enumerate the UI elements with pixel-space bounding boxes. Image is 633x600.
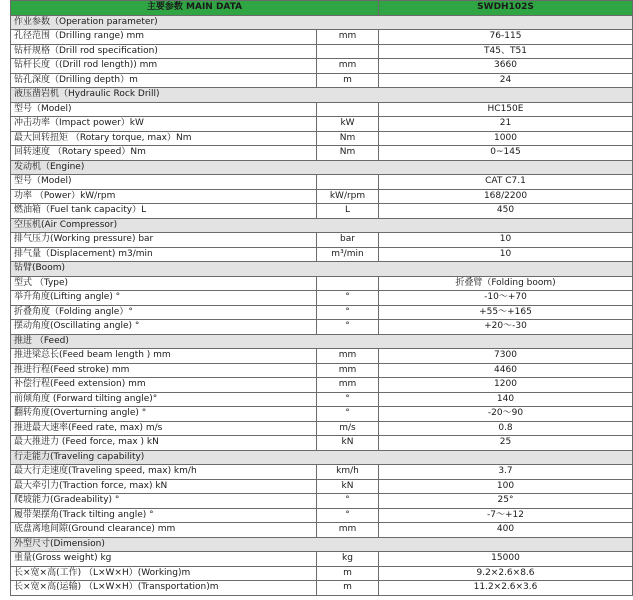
spec-row [11,204,633,219]
header-row [11,1,633,16]
unit-cell: ° [317,320,379,335]
unit-cell: kW/rpm [317,189,379,204]
param-label: 钻杆规格（Drill rod specification) [11,44,317,59]
spec-row [11,494,633,509]
spec-row [11,363,633,378]
section-title: 行走能力(Traveling capability) [11,450,633,465]
spec-row [11,523,633,538]
unit-cell: mm [317,59,379,74]
value-cell: -20～90 [379,407,633,422]
param-label: 前倾角度 (Forward tilting angle)° [11,392,317,407]
unit-cell [317,276,379,291]
spec-row [11,131,633,146]
spec-row [11,305,633,320]
value-cell: +55～+165 [379,305,633,320]
value-cell: 3.7 [379,465,633,480]
spec-row [11,276,633,291]
section-row [11,450,633,465]
spec-row [11,479,633,494]
param-label: 型号（Model) [11,102,317,117]
unit-cell: mm [317,363,379,378]
unit-cell: Nm [317,146,379,161]
unit-cell: kW [317,117,379,132]
value-cell: 76-115 [379,30,633,45]
spec-row [11,320,633,335]
section-title: 空压机(Air Compressor) [11,218,633,233]
value-cell: 100 [379,479,633,494]
unit-cell: kN [317,436,379,451]
value-cell: 10 [379,247,633,262]
value-cell: -10～+70 [379,291,633,306]
spec-row [11,508,633,523]
unit-cell: m/s [317,421,379,436]
value-cell: 25° [379,494,633,509]
value-cell: 168/2200 [379,189,633,204]
param-label: 举升角度(Lifting angle) ° [11,291,317,306]
param-label: 孔径范围（Drilling range) mm [11,30,317,45]
section-row [11,218,633,233]
unit-cell: mm [317,30,379,45]
section-row [11,262,633,277]
param-label: 摆动角度(Oscillating angle) ° [11,320,317,335]
unit-cell: kN [317,479,379,494]
param-label: 推进梁总长(Feed beam length ) mm [11,349,317,364]
value-cell: 0~145 [379,146,633,161]
value-cell: 1000 [379,131,633,146]
unit-cell: ° [317,291,379,306]
param-label: 最大推进力 (Feed force, max ) kN [11,436,317,451]
section-title: 液压凿岩机（Hydraulic Rock Drill) [11,88,633,103]
section-row [11,537,633,552]
param-label: 长×宽×高(工作) （L×W×H）(Working)m [11,566,317,581]
spec-row [11,378,633,393]
param-label: 功率 （Power）kW/rpm [11,189,317,204]
unit-cell: mm [317,523,379,538]
unit-cell: Nm [317,131,379,146]
spec-row [11,349,633,364]
spec-table [10,0,633,596]
param-label: 冲击功率（Impact power）kW [11,117,317,132]
section-title: 钻臂(Boom) [11,262,633,277]
spec-row [11,247,633,262]
section-row [11,334,633,349]
spec-body [11,15,633,595]
spec-row [11,175,633,190]
param-label: 钻杆长度（(Drill rod length)) mm [11,59,317,74]
param-label: 型式 （Type) [11,276,317,291]
unit-cell: ° [317,508,379,523]
param-label: 长×宽×高(运输) （L×W×H）(Transportation)m [11,581,317,596]
spec-row [11,117,633,132]
unit-cell: ° [317,407,379,422]
value-cell: 400 [379,523,633,538]
unit-cell: m [317,566,379,581]
param-label: 钻孔深度（Drilling depth）m [11,73,317,88]
unit-cell: km/h [317,465,379,480]
value-cell: +20～-30 [379,320,633,335]
unit-cell: m [317,581,379,596]
value-cell: T45、T51 [379,44,633,59]
unit-cell [317,102,379,117]
param-label: 推进行程(Feed stroke) mm [11,363,317,378]
param-label: 最大回转扭矩 （Rotary torque, max）Nm [11,131,317,146]
unit-cell: L [317,204,379,219]
unit-cell: mm [317,349,379,364]
value-cell: 10 [379,233,633,248]
spec-row [11,189,633,204]
spec-row [11,30,633,45]
value-cell: 24 [379,73,633,88]
value-cell: 4460 [379,363,633,378]
section-title: 推进 （Feed) [11,334,633,349]
section-row [11,160,633,175]
value-cell: 25 [379,436,633,451]
value-cell: 450 [379,204,633,219]
spec-row [11,146,633,161]
value-cell: 折叠臂（Folding boom) [379,276,633,291]
value-cell: CAT C7.1 [379,175,633,190]
value-cell: 140 [379,392,633,407]
value-cell: 9.2×2.6×8.6 [379,566,633,581]
param-label: 排气压力(Working pressure) bar [11,233,317,248]
value-cell: 1200 [379,378,633,393]
section-row [11,88,633,103]
param-label: 燃油箱（Fuel tank capacity）L [11,204,317,219]
unit-cell: ° [317,305,379,320]
section-row [11,15,633,30]
param-label: 爬坡能力(Gradeability) ° [11,494,317,509]
section-title: 外型尺寸(Dimension) [11,537,633,552]
value-cell: 21 [379,117,633,132]
unit-cell [317,44,379,59]
spec-row [11,392,633,407]
spec-row [11,566,633,581]
spec-row [11,102,633,117]
param-label: 型号（Model) [11,175,317,190]
spec-row [11,233,633,248]
model-header: SWDH102S [379,1,633,16]
value-cell: HC150E [379,102,633,117]
unit-cell: m³/min [317,247,379,262]
param-label: 回转速度 （Rotary speed）Nm [11,146,317,161]
value-cell: 15000 [379,552,633,567]
param-label: 补偿行程(Feed extension) mm [11,378,317,393]
section-title: 作业参数（Operation parameter) [11,15,633,30]
spec-row [11,407,633,422]
param-label: 重量(Gross weight) kg [11,552,317,567]
param-label: 翻转角度(Overturning angle) ° [11,407,317,422]
value-cell: -7～+12 [379,508,633,523]
param-label: 底盘离地间隙(Ground clearance) mm [11,523,317,538]
value-cell: 11.2×2.6×3.6 [379,581,633,596]
param-label: 最大行走速度(Traveling speed, max) km/h [11,465,317,480]
spec-row [11,44,633,59]
param-label: 最大牵引力(Traction force, max) kN [11,479,317,494]
unit-cell: kg [317,552,379,567]
value-cell: 7300 [379,349,633,364]
spec-row [11,291,633,306]
value-cell: 3660 [379,59,633,74]
unit-cell: ° [317,494,379,509]
spec-row [11,552,633,567]
param-label: 履带架摆角(Track tilting angle) ° [11,508,317,523]
spec-row [11,436,633,451]
param-label: 推进最大速率(Feed rate, max) m/s [11,421,317,436]
param-label: 排气量（Displacement) m3/min [11,247,317,262]
section-title: 发动机（Engine) [11,160,633,175]
value-cell: 0.8 [379,421,633,436]
spec-row [11,421,633,436]
unit-cell: ° [317,392,379,407]
spec-row [11,465,633,480]
unit-cell: m [317,73,379,88]
spec-row [11,581,633,596]
spec-row [11,73,633,88]
unit-cell: mm [317,378,379,393]
param-label: 折叠角度（Folding angle）° [11,305,317,320]
spec-row [11,59,633,74]
unit-cell: bar [317,233,379,248]
main-data-header: 主要参数 MAIN DATA [11,1,379,16]
unit-cell [317,175,379,190]
